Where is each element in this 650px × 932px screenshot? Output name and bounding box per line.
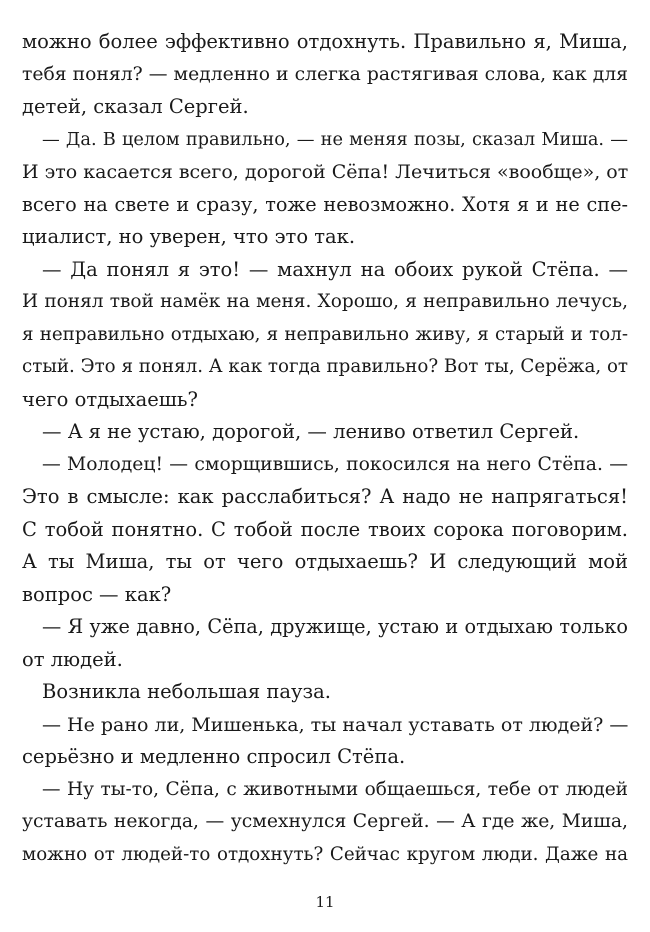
text-line: — Да. В целом правильно, — не меняя позы, сказал Миша. — (42, 129, 628, 150)
text-line: можно от людей-то отдохнуть? Сейчас кругом люди. Даже на (22, 843, 628, 865)
text-line: стый. Это я понял. А как тогда правильно? Вот ты, Серёжа, от (22, 356, 629, 377)
body-text (22, 26, 628, 871)
text-line: всего на свете и сразу, тоже невозможно. Хотя я и не спе- (22, 192, 628, 216)
text-line: я неправильно отдыхаю, я неправильно живу, я старый и тол- (22, 323, 628, 345)
text-line: от людей. (22, 647, 123, 671)
text-line: И это касается всего, дорогой Сёпа! Лечиться «вообще», от (22, 161, 629, 183)
text-line: можно более эффективно отдохнуть. Правильно я, Миша, (22, 30, 628, 53)
text-line: — Ну ты-то, Сёпа, с животными общаешься, тебе от людей (42, 778, 628, 800)
text-line: И понял твой намёк на меня. Хорошо, я неправильно лечусь, (22, 291, 628, 312)
text-line: А ты Миша, ты от чего отдыхаешь? И следующий мой (22, 550, 628, 573)
text-line: — Не рано ли, Мишенька, ты начал уставать от людей? — (42, 713, 629, 736)
text-line: чего отдыхаешь? (22, 387, 199, 411)
text-line: циалист, но уверен, что это так. (22, 225, 356, 248)
page-number: 11 (315, 893, 335, 911)
text-line: — Молодец! — сморщившись, покосился на него Стёпа. — (42, 453, 628, 475)
text-line: С тобой понятно. С тобой после твоих сорока поговорим. (22, 517, 628, 541)
text-line: уставать некогда, — усмехнулся Сергей. — А где же, Миша, (22, 811, 628, 832)
text-line: вопрос — как? (22, 582, 172, 606)
text-line: Возникла небольшая пауза. (42, 680, 331, 703)
text-line: тебя понял? — медленно и слегка растягивая слова, как для (22, 63, 628, 85)
text-line: — Да понял я это! — махнул на обоих рукой Стёпа. — (42, 257, 628, 281)
text-line: Это в смысле: как расслабиться? А надо не напрягаться! (22, 485, 628, 508)
text-line: детей, сказал Сергей. (22, 95, 249, 118)
text-line: — Я уже давно, Сёпа, дружище, устаю и отдыхаю только (42, 615, 628, 638)
text-line: серьёзно и медленно спросил Стёпа. (22, 745, 406, 768)
text-line: — А я не устаю, дорогой, — лениво ответил Сергей. (42, 420, 580, 443)
